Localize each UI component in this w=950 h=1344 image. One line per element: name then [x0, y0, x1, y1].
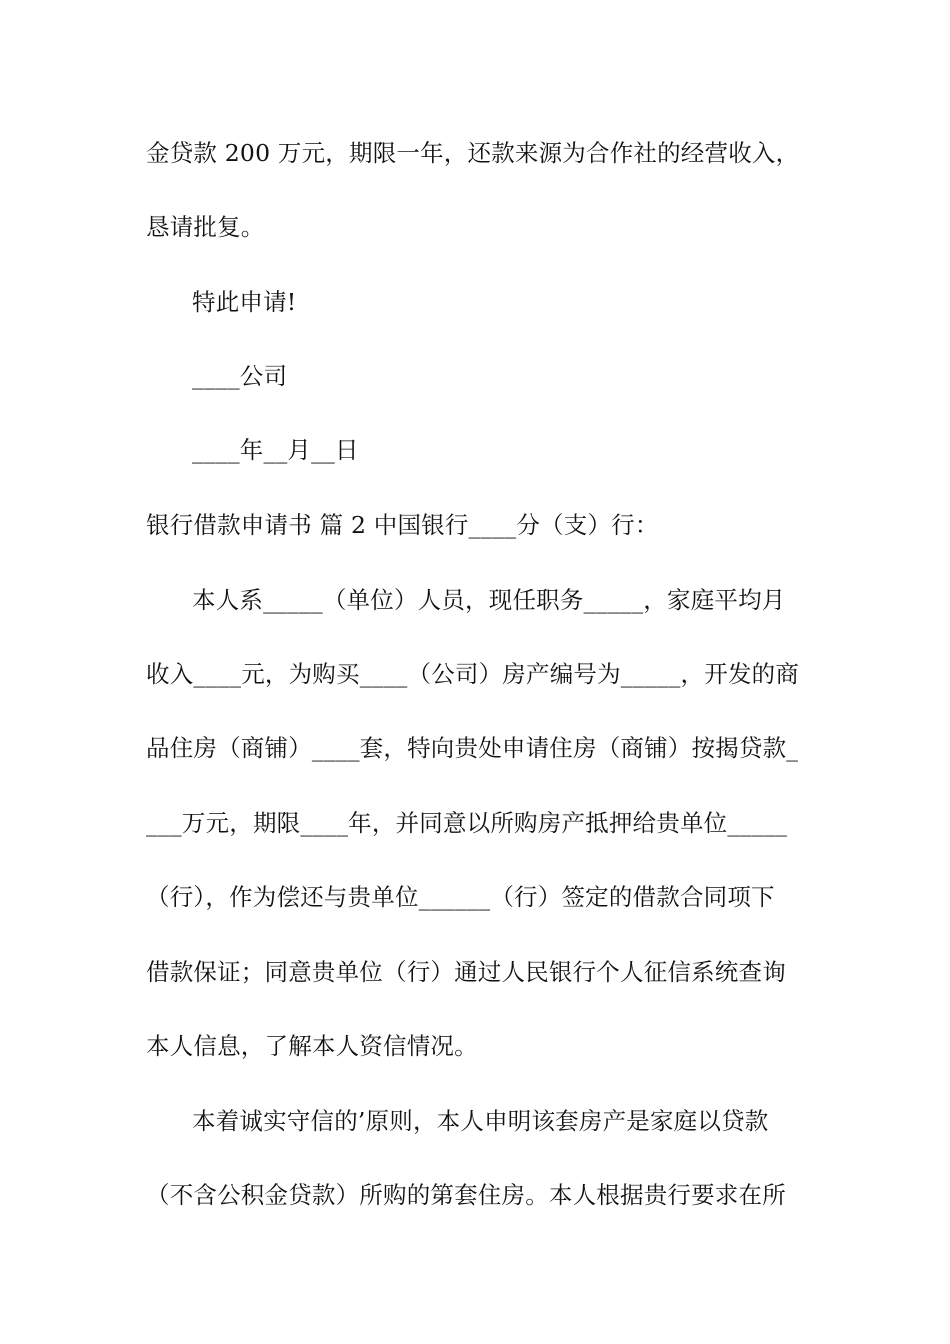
- paragraph-line: （行），作为偿还与贵单位______（行）签定的借款合同项下: [146, 883, 775, 911]
- company-signature-line: ____公司: [192, 362, 288, 390]
- section-heading: 银行借款申请书 篇 2 中国银行____分（支）行：: [146, 511, 659, 539]
- paragraph-line: 本人系_____（单位）人员，现任职务_____，家庭平均月: [192, 586, 786, 614]
- paragraph-line: 金贷款 200 万元，期限一年，还款来源为合作社的经营收入，: [146, 139, 800, 167]
- paragraph-line: 恳请批复。: [146, 213, 265, 241]
- paragraph-line: 本着诚实守信的’原则，本人申明该套房产是家庭以贷款: [192, 1107, 769, 1135]
- paragraph-line: （不含公积金贷款）所购的第套住房。本人根据贵行要求在所: [146, 1181, 786, 1209]
- date-line: ____年__月__日: [192, 436, 359, 464]
- paragraph-line: ___万元，期限____年，并同意以所购房产抵押给贵单位_____: [146, 809, 788, 837]
- closing-remark: 特此申请!: [192, 288, 297, 316]
- paragraph-line: 收入____元，为购买____（公司）房产编号为_____，开发的商: [146, 660, 800, 688]
- paragraph-line: 本人信息，了解本人资信情况。: [146, 1032, 478, 1060]
- paragraph-line: 借款保证；同意贵单位（行）通过人民银行个人征信系统查询: [146, 958, 786, 986]
- paragraph-line: 品住房（商铺）____套，特向贵处申请住房（商铺）按揭贷款_: [146, 734, 799, 762]
